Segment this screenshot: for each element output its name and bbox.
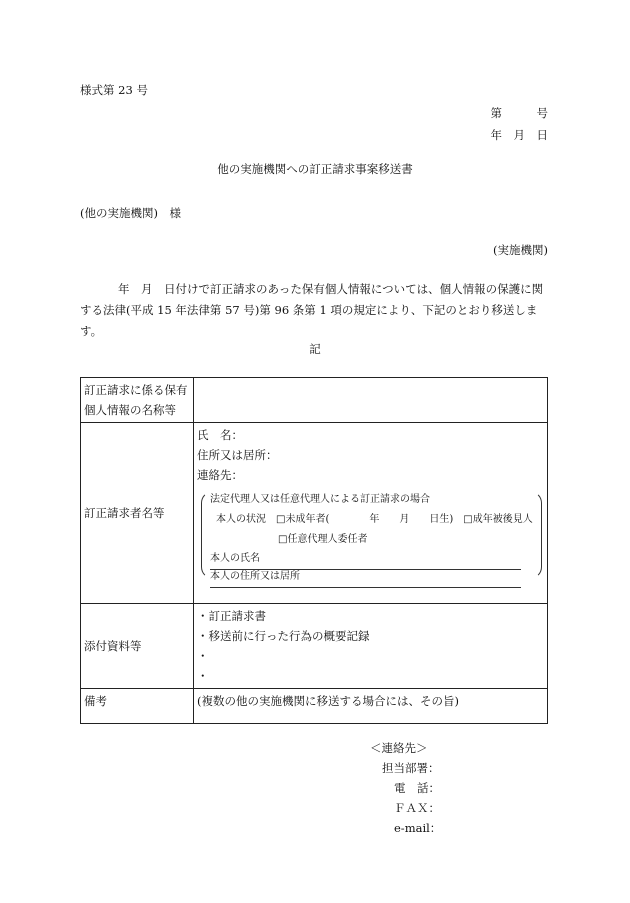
table-row (81, 423, 548, 604)
principal-address-line: 本人の住所又は居所 (210, 567, 521, 588)
address-field-label: 住所又は居所： (197, 448, 278, 462)
attachments-label: 添付資料等 (81, 604, 194, 689)
attachment-item: ・ (197, 669, 209, 683)
table-row (81, 378, 548, 423)
attachment-item: ・訂正請求書 (197, 609, 266, 623)
attachments-cell (194, 604, 548, 689)
email-label: e-mail： (394, 821, 442, 835)
proxy-line: □任意代理人委任者 (278, 534, 368, 545)
remarks-cell: (複数の他の実施機関に移送する場合には、その旨) (194, 689, 548, 724)
requester-label: 訂正請求者名等 (81, 423, 194, 604)
remarks-label: 備考 (81, 689, 194, 724)
contact-field-label: 連絡先： (197, 468, 243, 482)
proxy-heading: 法定代理人又は任意代理人による訂正請求の場合 (210, 494, 430, 505)
label-line: 訂正請求に係る保有 (84, 383, 188, 397)
table-row (81, 604, 548, 689)
fax-label: ＦＡＸ： (394, 801, 440, 815)
attachment-item: ・ (197, 649, 209, 663)
sender-agency: (実施機関) (493, 243, 548, 257)
document-date: 年 月 日 (490, 128, 548, 142)
body-paragraph (80, 279, 550, 342)
body-text: 年 月 日付けで訂正請求のあった保有個人情報については、個人情報の保護に関する法律(平成 15 年法律第 57 号)第 96 条第 1 項の規定により、下記のとおり移送します。 (80, 282, 544, 338)
status-line: 本人の状況 □未成年者( 年 月 日生) □成年被後見人 (216, 514, 533, 525)
info-name-label (81, 378, 194, 423)
requester-cell (194, 423, 548, 604)
form-number: 様式第 23 号 (80, 83, 148, 97)
name-field-label: 氏 名： (197, 428, 243, 442)
transfer-table (80, 377, 548, 724)
addressee: (他の実施機関) 様 (80, 206, 181, 220)
phone-label: 電 話： (394, 781, 440, 795)
document-number: 第 号 (490, 106, 548, 120)
contact-block (370, 738, 441, 838)
attachment-item: ・移送前に行った行為の概要記録 (197, 629, 370, 643)
proxy-bracket-box (201, 491, 542, 582)
contact-heading: ＜連絡先＞ (370, 741, 428, 755)
table-row (81, 689, 548, 724)
principal-name-line: 本人の氏名 (210, 549, 521, 570)
document-number-date (491, 102, 549, 146)
department-label: 担当部署： (382, 761, 440, 775)
label-line: 個人情報の名称等 (84, 403, 176, 417)
document-title: 他の実施機関への訂正請求事案移送書 (217, 162, 413, 176)
info-name-cell (194, 378, 548, 423)
ki-heading: 記 (309, 342, 321, 356)
